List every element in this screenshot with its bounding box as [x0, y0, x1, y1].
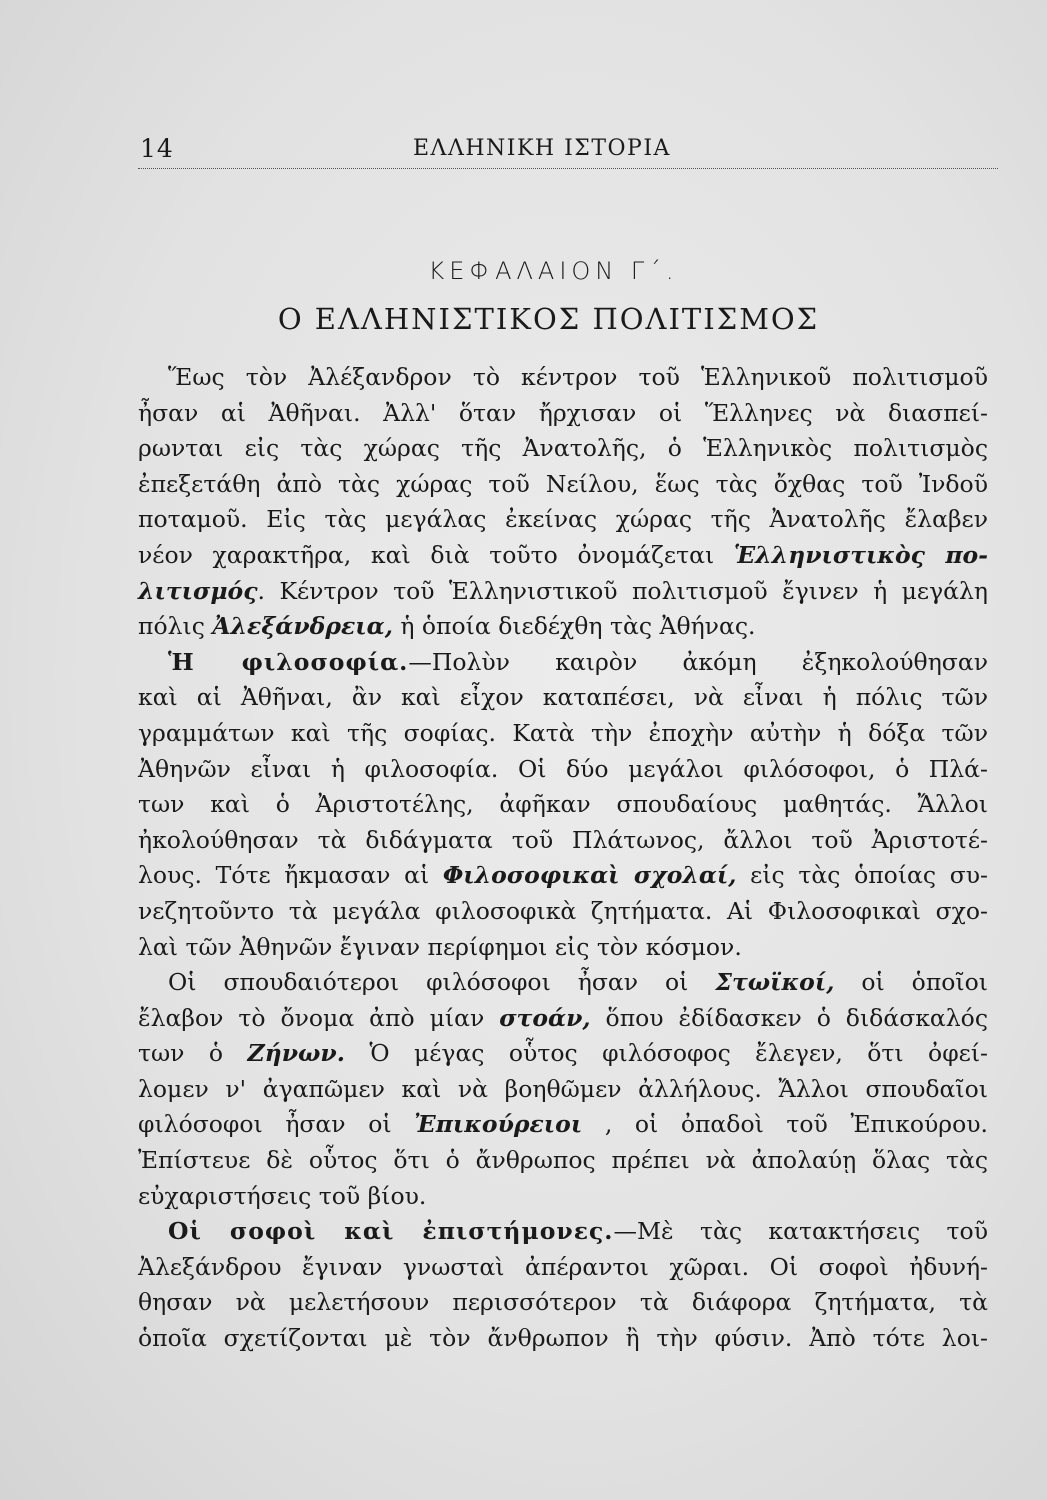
text-line: πόλις Ἀλεξάνδρεια, ἡ ὁποία διεδέχθη τὰς Ἀθήνας. — [138, 612, 756, 641]
text-line: λους. Τότε ἤκμασαν αἱ Φιλοσοφικαὶ σχολαί, εἰς τὰς ὁποίας συ- — [138, 861, 988, 890]
text-line: θησαν νὰ μελετήσουν περισσότερον τὰ διάφορα ζητήματα, τὰ — [138, 1288, 988, 1317]
section-heading-line: Οἱ σοφοὶ καὶ ἐπιστήμονες.—Μὲ τὰς κατακτήσεις τοῦ — [168, 1217, 988, 1246]
emphasis-term: Ἑλληνιστικὸς πο- — [733, 540, 988, 569]
text-line: ἐπεξετάθη ἀπὸ τὰς χώρας τοῦ Νείλου, ἕως τὰς ὄχθας τοῦ Ἰνδοῦ — [138, 469, 988, 498]
page-number: 14 — [140, 134, 174, 163]
chapter-label: ΚΕΦΑΛΑΙΟΝ Γ΄. — [428, 257, 679, 285]
text-line: ἠκολούθησαν τὰ διδάγματα τοῦ Πλάτωνος, ἄλλοι τοῦ Ἀριστοτέ- — [138, 825, 988, 854]
text-line: Ἕως τὸν Ἀλέξανδρον τὸ κέντρον τοῦ Ἑλληνικοῦ πολιτισμοῦ — [168, 363, 988, 391]
text-line: Ἀθηνῶν εἶναι ἡ φιλοσοφία. Οἱ δύο μεγάλοι φιλόσοφοι, ὁ Πλά- — [138, 754, 988, 783]
text-line: νεζητοῦντο τὰ μεγάλα φιλοσοφικὰ ζητήματα. Αἱ Φιλοσοφικαὶ σχο- — [138, 896, 988, 925]
text-line: ποταμοῦ. Εἰς τὰς μεγάλας ἐκείνας χώρας τῆς Ἀνατολῆς ἔλαβεν — [138, 505, 988, 534]
section-heading: Ἡ φιλοσοφία. — [168, 647, 409, 676]
chapter-title: Ο ΕΛΛΗΝΙΣΤΙΚΟΣ ΠΟΛΙΤΙΣΜΟΣ — [277, 302, 820, 336]
text-line: Ἐπίστευε δὲ οὗτος ὅτι ὁ ἄνθρωπος πρέπει νὰ ἀπολαύῃ ὅλας τὰς — [138, 1146, 988, 1175]
emphasis-term: Στωϊκοί, — [715, 968, 835, 997]
text-line: ἦσαν αἱ Ἀθῆναι. Ἀλλ' ὅταν ἤρχισαν οἱ Ἕλληνες νὰ διασπεί- — [138, 398, 988, 427]
text-line: λομεν ν' ἀγαπῶμεν καὶ νὰ βοηθῶμεν ἀλλήλους. Ἄλλοι σπουδαῖοι — [138, 1074, 988, 1103]
text-line: των ὁ Ζήνων. Ὁ μέγας οὗτος φιλόσοφος ἔλεγεν, ὅτι ὀφεί- — [138, 1039, 988, 1068]
text-line: γραμμάτων καὶ τῆς σοφίας. Κατὰ τὴν ἐποχὴν αὐτὴν ἡ δόξα τῶν — [138, 718, 988, 747]
text-line: Οἱ σπουδαιότεροι φιλόσοφοι ἦσαν οἱ Στωϊκοί, οἱ ὁποῖοι — [168, 968, 988, 997]
text-line: ὁποῖα σχετίζονται μὲ τὸν ἄνθρωπον ἢ τὴν φύσιν. Ἀπὸ τότε λοι- — [138, 1324, 988, 1353]
emphasis-term: λιτισμός — [138, 576, 258, 605]
text-line: φιλόσοφοι ἦσαν οἱ Ἐπικούρειοι , οἱ ὀπαδοὶ τοῦ Ἐπικούρου. — [138, 1110, 988, 1139]
emphasis-term: Ἀλεξάνδρεια, — [212, 612, 393, 641]
text-line: νέον χαρακτῆρα, καὶ διὰ τοῦτο ὀνομάζεται Ἑλληνιστικὸς πο- — [138, 540, 988, 569]
running-title: ΕΛΛΗΝΙΚΗ ΙΣΤΟΡΙΑ — [413, 136, 671, 161]
text-line: λαὶ τῶν Ἀθηνῶν ἔγιναν περίφημοι εἰς τὸν κόσμον. — [138, 932, 742, 961]
emphasis-term: Ἐπικούρειοι — [414, 1110, 583, 1139]
text-line: Ἀλεξάνδρου ἔγιναν γνωσταὶ ἀπέραντοι χῶραι. Οἱ σοφοὶ ἠδυνή- — [138, 1252, 988, 1281]
text-line: καὶ αἱ Ἀθῆναι, ἂν καὶ εἶχον καταπέσει, νὰ εἶναι ἡ πόλις τῶν — [138, 683, 988, 712]
section-heading-line: Ἡ φιλοσοφία.—Πολὺν καιρὸν ἀκόμη ἐξηκολούθησαν — [168, 647, 988, 676]
emphasis-term: στοάν, — [499, 1003, 591, 1032]
text-line: εὐχαριστήσεις τοῦ βίου. — [138, 1181, 427, 1210]
section-heading: Οἱ σοφοὶ καὶ ἐπιστήμονες. — [168, 1217, 614, 1246]
text-line: ἔλαβον τὸ ὄνομα ἀπὸ μίαν στοάν, ὅπου ἐδίδασκεν ὁ διδάσκαλός — [138, 1003, 988, 1032]
body-text — [138, 360, 988, 1357]
text-line: των καὶ ὁ Ἀριστοτέλης, ἀφῆκαν σπουδαίους μαθητάς. Ἄλλοι — [138, 790, 988, 819]
text-line: ρωνται εἰς τὰς χώρας τῆς Ἀνατολῆς, ὁ Ἑλληνικὸς πολιτισμὸς — [138, 434, 988, 463]
page-header — [138, 132, 998, 169]
text-line: λιτισμός. Κέντρον τοῦ Ἑλληνιστικοῦ πολιτισμοῦ ἔγινεν ἡ μεγάλη — [138, 576, 988, 605]
emphasis-term: Ζήνων. — [247, 1039, 345, 1068]
emphasis-term: Φιλοσοφικαὶ σχολαί, — [442, 861, 737, 890]
